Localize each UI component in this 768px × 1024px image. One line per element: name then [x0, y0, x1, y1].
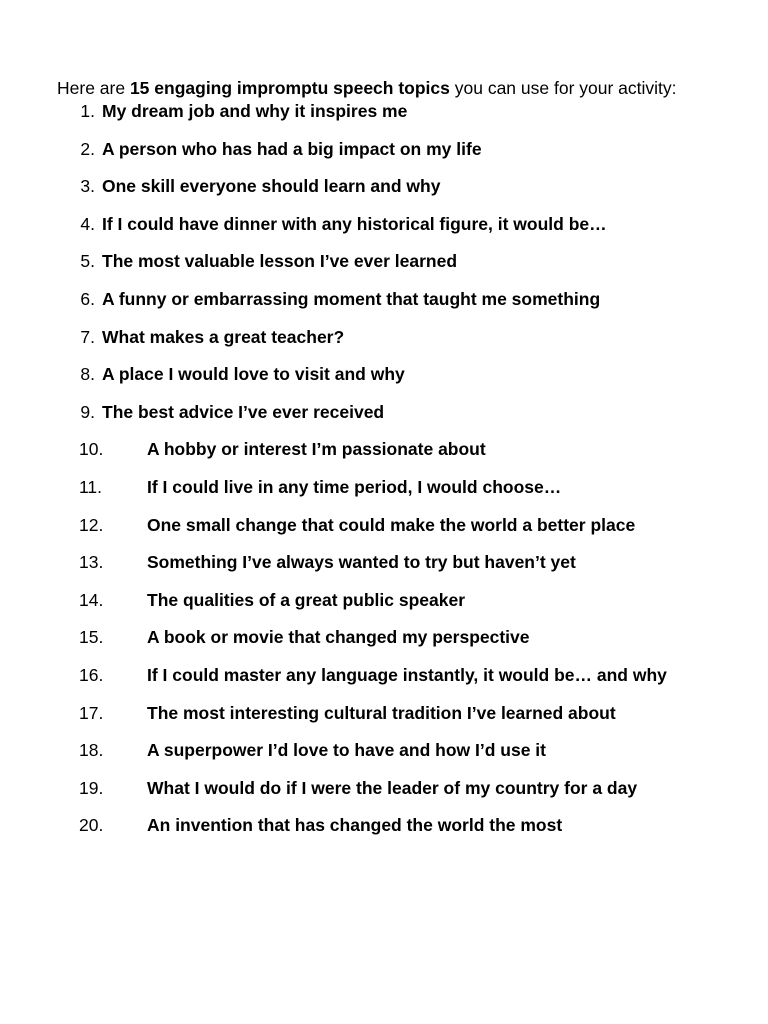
topic-item-5	[57, 251, 768, 289]
topic-list	[57, 101, 768, 853]
topic-text: If I could have dinner with any historical figure, it would be…	[102, 213, 607, 234]
topic-text: One skill everyone should learn and why	[102, 176, 441, 197]
topic-item-10	[57, 439, 768, 477]
topic-text: A superpower I’d love to have and how I’d use it	[147, 740, 546, 761]
topic-number: 9.	[80, 401, 95, 422]
intro-paragraph	[57, 76, 768, 100]
topic-text: The most valuable lesson I’ve ever learned	[102, 251, 458, 272]
topic-number: 2.	[80, 138, 95, 159]
topic-item-15	[57, 627, 768, 665]
topic-text: A place I would love to visit and why	[102, 364, 405, 385]
topic-text: A book or movie that changed my perspective	[147, 627, 530, 648]
topic-number: 12.	[79, 514, 104, 535]
topic-number: 20.	[79, 815, 104, 836]
topic-number: 4.	[80, 213, 95, 234]
topic-item-16	[57, 665, 768, 703]
topic-item-7	[57, 327, 768, 365]
topic-number: 15.	[79, 627, 104, 648]
topic-number: 5.	[80, 251, 95, 272]
topic-text: The best advice I’ve ever received	[102, 401, 385, 422]
topic-number: 14.	[79, 589, 104, 610]
topic-item-17	[57, 703, 768, 741]
topic-number: 18.	[79, 740, 104, 761]
topic-number: 19.	[79, 777, 104, 798]
topic-text: My dream job and why it inspires me	[102, 101, 408, 121]
topic-number: 3.	[80, 176, 95, 197]
topic-number: 17.	[79, 702, 104, 723]
topic-number: 11.	[79, 476, 103, 497]
topic-text: The qualities of a great public speaker	[147, 589, 466, 610]
topic-text: The most interesting cultural tradition I’ve learned about	[147, 702, 616, 723]
topic-item-20	[57, 815, 768, 853]
topic-item-3	[57, 176, 768, 214]
topic-text: What makes a great teacher?	[102, 326, 345, 347]
topic-item-2	[57, 139, 768, 177]
topic-text: One small change that could make the world a better place	[147, 514, 636, 535]
topic-text: What I would do if I were the leader of my country for a day	[147, 777, 638, 798]
topic-text: An invention that has changed the world the most	[147, 815, 563, 836]
topic-number: 6.	[80, 288, 95, 309]
topic-item-4	[57, 214, 768, 252]
topic-text: A hobby or interest I’m passionate about	[147, 439, 486, 460]
intro-prefix: Here are	[57, 78, 130, 98]
topic-number: 10.	[79, 439, 104, 460]
topic-item-9	[57, 402, 768, 440]
intro-highlight: 15 engaging impromptu speech topics	[129, 78, 450, 98]
intro-suffix: you can use for your activity:	[449, 78, 677, 98]
topic-item-6	[57, 289, 768, 327]
topic-number: 1.	[80, 101, 95, 121]
topic-text: If I could live in any time period, I would choose…	[147, 476, 562, 497]
topic-item-13	[57, 552, 768, 590]
topic-number: 7.	[80, 326, 95, 347]
topic-item-18	[57, 740, 768, 778]
topic-number: 16.	[79, 664, 104, 685]
topic-item-12	[57, 515, 768, 553]
topic-text: A person who has had a big impact on my life	[102, 138, 482, 159]
topic-item-19	[57, 778, 768, 816]
topic-text: If I could master any language instantly, it would be… and why	[147, 664, 667, 685]
topic-item-11	[57, 477, 768, 515]
topic-text: A funny or embarrassing moment that taught me something	[102, 288, 601, 309]
topic-item-8	[57, 364, 768, 402]
topic-item-1	[57, 101, 768, 139]
topic-number: 13.	[79, 552, 104, 573]
topic-text: Something I’ve always wanted to try but haven’t yet	[147, 552, 576, 573]
topic-item-14	[57, 590, 768, 628]
topic-number: 8.	[80, 364, 95, 385]
